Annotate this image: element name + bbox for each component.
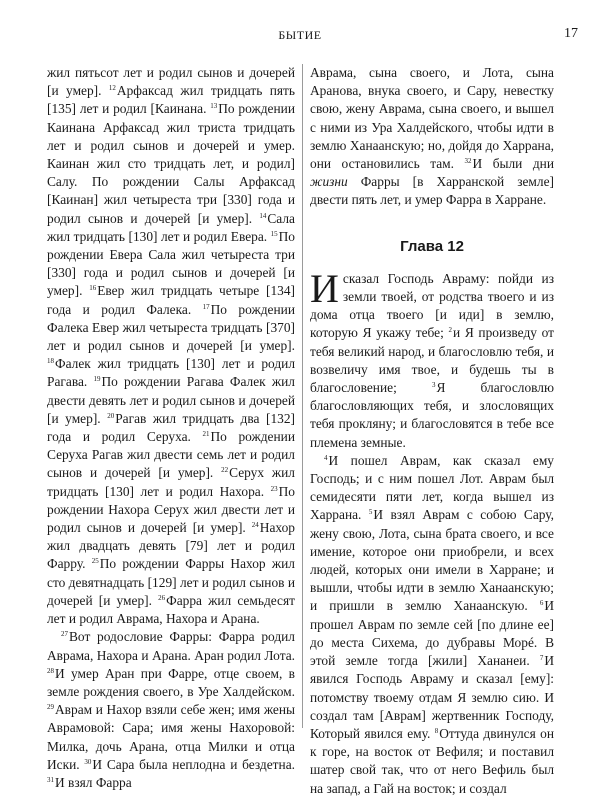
verse-text: Серух жил тридцать [130] лет и родил Нахора. (47, 465, 295, 499)
verse-number: 17 (202, 302, 210, 311)
verse-number: 2 (448, 326, 452, 335)
chapter-heading: Глава 12 (400, 237, 464, 255)
verse-text: Оттуда двинулся он к горе, на восток от Вефиля; и поставил шатер свой так, что от него Вефиль был на запад, а Гай на восток; и создал (310, 725, 554, 796)
verse-text: По рождении Каинана Арфаксад жил триста тридцать лет и родил сынов и дочерей и умер. Каинан жил сто тридцать лет, и родил] Салу. По рождении Салы Арфаксад [Каинан] жил четыреста три [330] года и родил сынов и дочерей [и умер]. (47, 101, 295, 226)
verse-number: 5 (368, 508, 373, 517)
verse-text: И были дни (472, 156, 555, 172)
verse-text: И взял Аврам с собою Сару, жену свою, Лота, сына брата своего, и все имение, которое они приобрели, и всех людей, которых они имели в Харране; и вышли, чтобы идти в землю Ханаанскую; и пришли в землю Ханаанскую. (310, 507, 554, 614)
verse-text: По рождении Евера Сала жил четыреста три [330] года и родил сынов и дочерей [и умер]. (47, 228, 295, 299)
verse-text: И взял Фарра (55, 774, 132, 790)
verse-text: И Сара была неплодна и бездетна. (92, 756, 295, 772)
verse-text: По рождении Фарры Нахор жил сто девятнадцать [129] лет и родил сынов и дочерей [и умер]. (47, 556, 295, 608)
verse-number: 4 (324, 453, 328, 462)
verse-number: 19 (93, 375, 101, 384)
verse-number: 12 (108, 84, 116, 93)
verse-number: 7 (539, 654, 544, 663)
verse-text: И прошел Аврам по земле сей [по длине ее] до места Сихема, до дубравы Морé. В этой земле тогда [жили] Хананеи. (310, 598, 554, 669)
verse-text: Арфаксад жил тридцать пять [135] лет и родил [Каинана. (47, 83, 296, 117)
verse-text: Вот родословие Фарры: Фарра родил Аврама, Нахора и Арана. Аран родил Лота. (47, 629, 295, 663)
drop-cap: И (310, 265, 339, 311)
paragraph (310, 452, 554, 798)
running-header (0, 26, 600, 46)
verse-text: Рагав жил тридцать два [132] года и родил Серуха. (47, 410, 295, 445)
verse-text: Евер жил тридцать четыре [134] года и родил Фалека. (47, 283, 295, 317)
verse-number: 20 (107, 411, 115, 420)
verse-text: По рождении Нахора Серух жил двести лет и родил сынов и дочерей [и умер]. (47, 483, 295, 536)
verse-number: 8 (434, 726, 439, 735)
verse-number: 30 (84, 757, 92, 766)
column-divider (302, 64, 303, 728)
verse-number: 6 (539, 599, 544, 608)
verse-text: И пошел Аврам, как сказал ему Господь; и с ним пошел Лот. Аврам был семидесяти пяти лет, когда вышел из Харрана. (310, 452, 554, 523)
verse-text: и Я произведу от тебя великий народ, и благословлю тебя, и возвеличу имя твое, и будешь ты в благословение; (310, 325, 554, 396)
verse-text: И умер Аран при Фарре, отце своем, в земле рождения своего, в Уре Халдейском. (47, 665, 295, 699)
verse-text: Аврама, сына своего, и Лота, сына Аранова, внука своего, и Сару, невестку свою, жену Аврама, сына своего, и вышел с ними из Ура Халдейского, чтобы идти в землю Ханаанскую; но, дойдя до Харрана, они остановились там. (310, 65, 554, 172)
verse-number: 22 (221, 466, 229, 475)
verse-number: 14 (259, 211, 267, 220)
verse-number: 32 (464, 157, 472, 166)
verse-number: 25 (91, 557, 99, 566)
verse-text: Фалек жил тридцать [130] лет и родил Рагава. (47, 356, 295, 390)
italic-word: жизни (310, 174, 348, 190)
paragraph (310, 265, 554, 452)
paragraph (47, 628, 295, 792)
verse-number: 18 (47, 357, 54, 366)
verse-text: И явился Господь Авраму и сказал [ему]: потомству твоему отдам Я землю сию. И создал там [Аврам] жертвенник Господу, Который явился ему. (310, 653, 554, 741)
verse-number: 23 (270, 484, 278, 493)
verse-number: 21 (202, 430, 210, 439)
verse-text: Фарры [в Харранской земле] двести пять лет, и умер Фарра в Харране. (310, 174, 554, 208)
paragraph (47, 64, 295, 628)
verse-number: 15 (270, 229, 278, 238)
right-column (310, 64, 554, 798)
verse-text: По рождении Фалека Евер жил четыреста тридцать [370] лет и родил сынов и дочерей [и умер]. (47, 301, 295, 354)
page-number: 17 (564, 26, 578, 41)
verse-number: 26 (158, 593, 166, 602)
verse-number: 31 (47, 775, 54, 784)
verse-text: Сала жил тридцать [130] лет и родил Евера. (47, 210, 295, 244)
verse-number: 24 (251, 521, 259, 530)
running-title: БЫТИЕ (278, 28, 322, 42)
verse-number: 3 (431, 381, 436, 390)
verse-number: 28 (47, 666, 54, 675)
verse-number: 13 (210, 102, 218, 111)
verse-text: Нахор жил двадцать девять [79] лет и родил Фарру. (47, 520, 295, 572)
verse-text: По рождении Серуха Рагав жил двести семь лет и родил сынов и дочерей [и умер]. (47, 429, 296, 481)
paragraph (310, 64, 554, 210)
verse-text: По рождении Рагава Фалек жил двести девять лет и родил сынов и дочерей [и умер]. (47, 374, 295, 426)
verse-text: Аврам и Нахор взяли себе жен; имя жены Аврамовой: Сара; имя жены Нахоровой: Милка, дочь Арана, отца Милки и отца Иски. (47, 702, 295, 772)
verse-text: Я благословлю благословляющих тебя, и злословящих тебя прокляну; и благословятся в тебе все племена земные. (310, 380, 554, 450)
verse-number: 27 (61, 630, 68, 639)
verse-text: Фарра жил семьдесят лет и родил Аврама, Нахора и Арана. (47, 592, 295, 627)
verse-text: жил пятьсот лет и родил сынов и дочерей [и умер]. (47, 65, 295, 99)
verse-text: сказал Господь Авраму: пойди из земли твоей, от родства твоего и из дома отца твоего [и иди] в землю, которую Я укажу тебе; (310, 270, 554, 341)
left-column (47, 64, 295, 792)
verse-number: 16 (89, 284, 97, 293)
verse-number: 29 (47, 703, 54, 712)
